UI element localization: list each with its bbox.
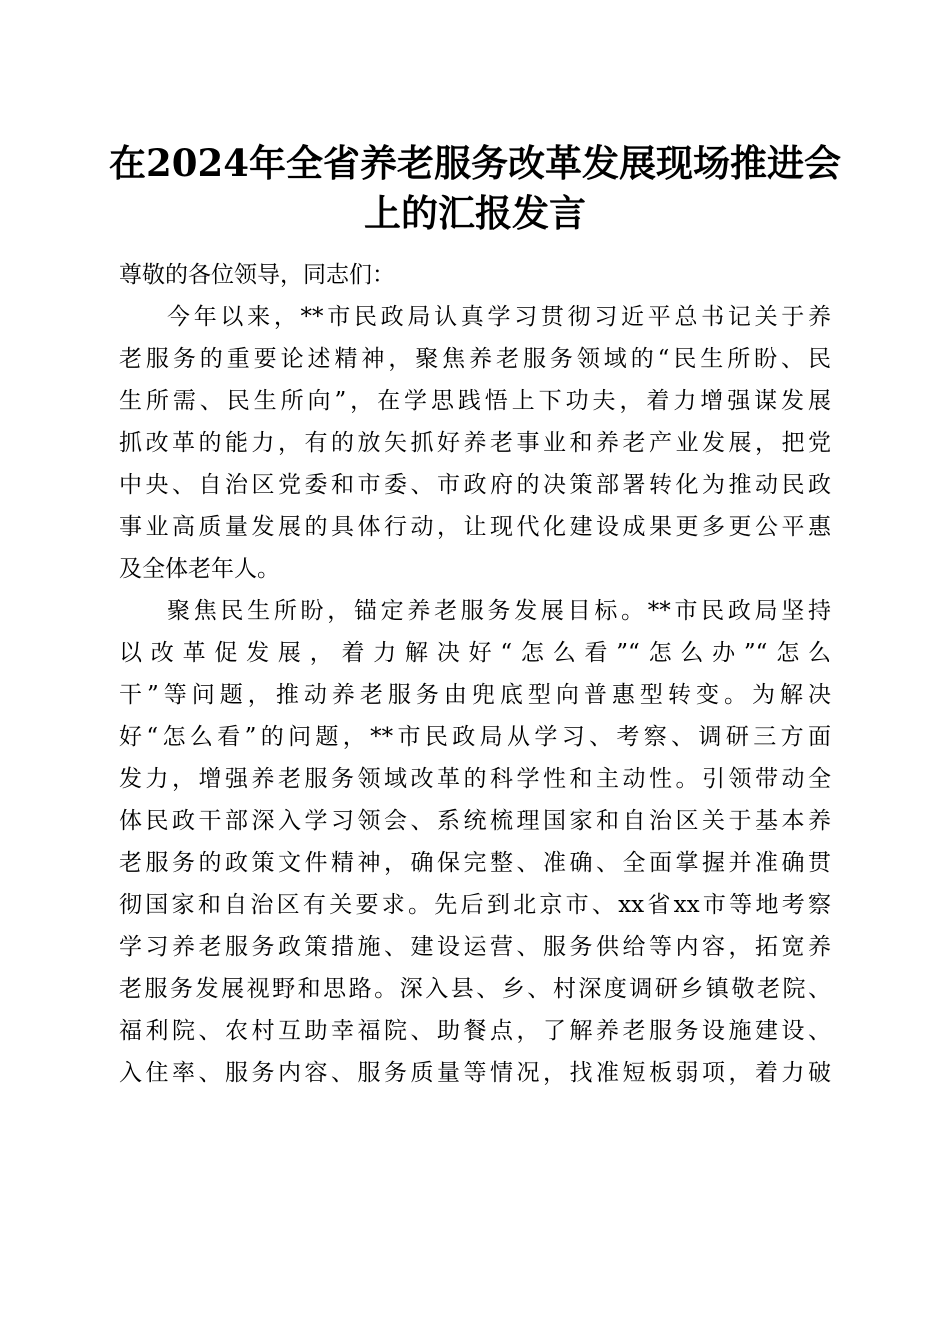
paragraph-2-line: 发力，增强养老服务领域改革的科学性和主动性。引领带动全 (119, 766, 831, 792)
paragraph-1-line: 及全体老年人。 (119, 556, 280, 582)
paragraph-2-line: 体民政干部深入学习领会、系统梳理国家和自治区关于基本养 (119, 808, 831, 834)
paragraph-2-line: 干”等问题，推动养老服务由兜底型向普惠型转变。为解决 (119, 682, 831, 708)
paragraph-2-line: 福利院、农村互助幸福院、助餐点，了解养老服务设施建设、 (119, 1018, 831, 1044)
paragraph-2-line: 入住率、服务内容、服务质量等情况，找准短板弱项，着力破 (119, 1060, 831, 1086)
paragraph-1-line: 老服务的重要论述精神，聚焦养老服务领域的“民生所盼、民 (119, 346, 831, 372)
paragraph-2-line: 学习养老服务政策措施、建设运营、服务供给等内容，拓宽养 (119, 934, 831, 960)
title-line-1: 在2024年全省养老服务改革发展现场推进会 (109, 141, 841, 185)
document-body (119, 254, 831, 1094)
paragraph-1-line: 事业高质量发展的具体行动，让现代化建设成果更多更公平惠 (119, 514, 831, 540)
paragraph-2-line: 好“怎么看”的问题，**市民政局从学习、考察、调研三方面 (119, 724, 831, 750)
paragraph-2-line: 聚焦民生所盼，锚定养老服务发展目标。**市民政局坚持 (167, 598, 831, 624)
paragraph-2-line: 老服务的政策文件精神，确保完整、准确、全面掌握并准确贯 (119, 850, 831, 876)
paragraph-1-line: 生所需、民生所向”，在学思践悟上下功夫，着力增强谋发展 (119, 388, 831, 414)
paragraph-2-line: 彻国家和自治区有关要求。先后到北京市、xx省xx市等地考察 (119, 892, 831, 918)
paragraph-2-line: 老服务发展视野和思路。深入县、乡、村深度调研乡镇敬老院、 (119, 976, 831, 1002)
salutation: 尊敬的各位领导，同志们： (119, 262, 395, 288)
document-title (100, 138, 850, 238)
paragraph-2-line: 以改革促发展，着力解决好“怎么看”“怎么办”“怎么 (119, 640, 831, 666)
paragraph-1-line: 抓改革的能力，有的放矢抓好养老事业和养老产业发展，把党 (119, 430, 831, 456)
paragraph-1-line: 今年以来，**市民政局认真学习贯彻习近平总书记关于养 (167, 304, 831, 330)
paragraph-1-line: 中央、自治区党委和市委、市政府的决策部署转化为推动民政 (119, 472, 831, 498)
paragraph-2 (119, 590, 831, 1094)
title-line-2: 上的汇报发言 (364, 191, 586, 235)
paragraph-1 (119, 296, 831, 590)
